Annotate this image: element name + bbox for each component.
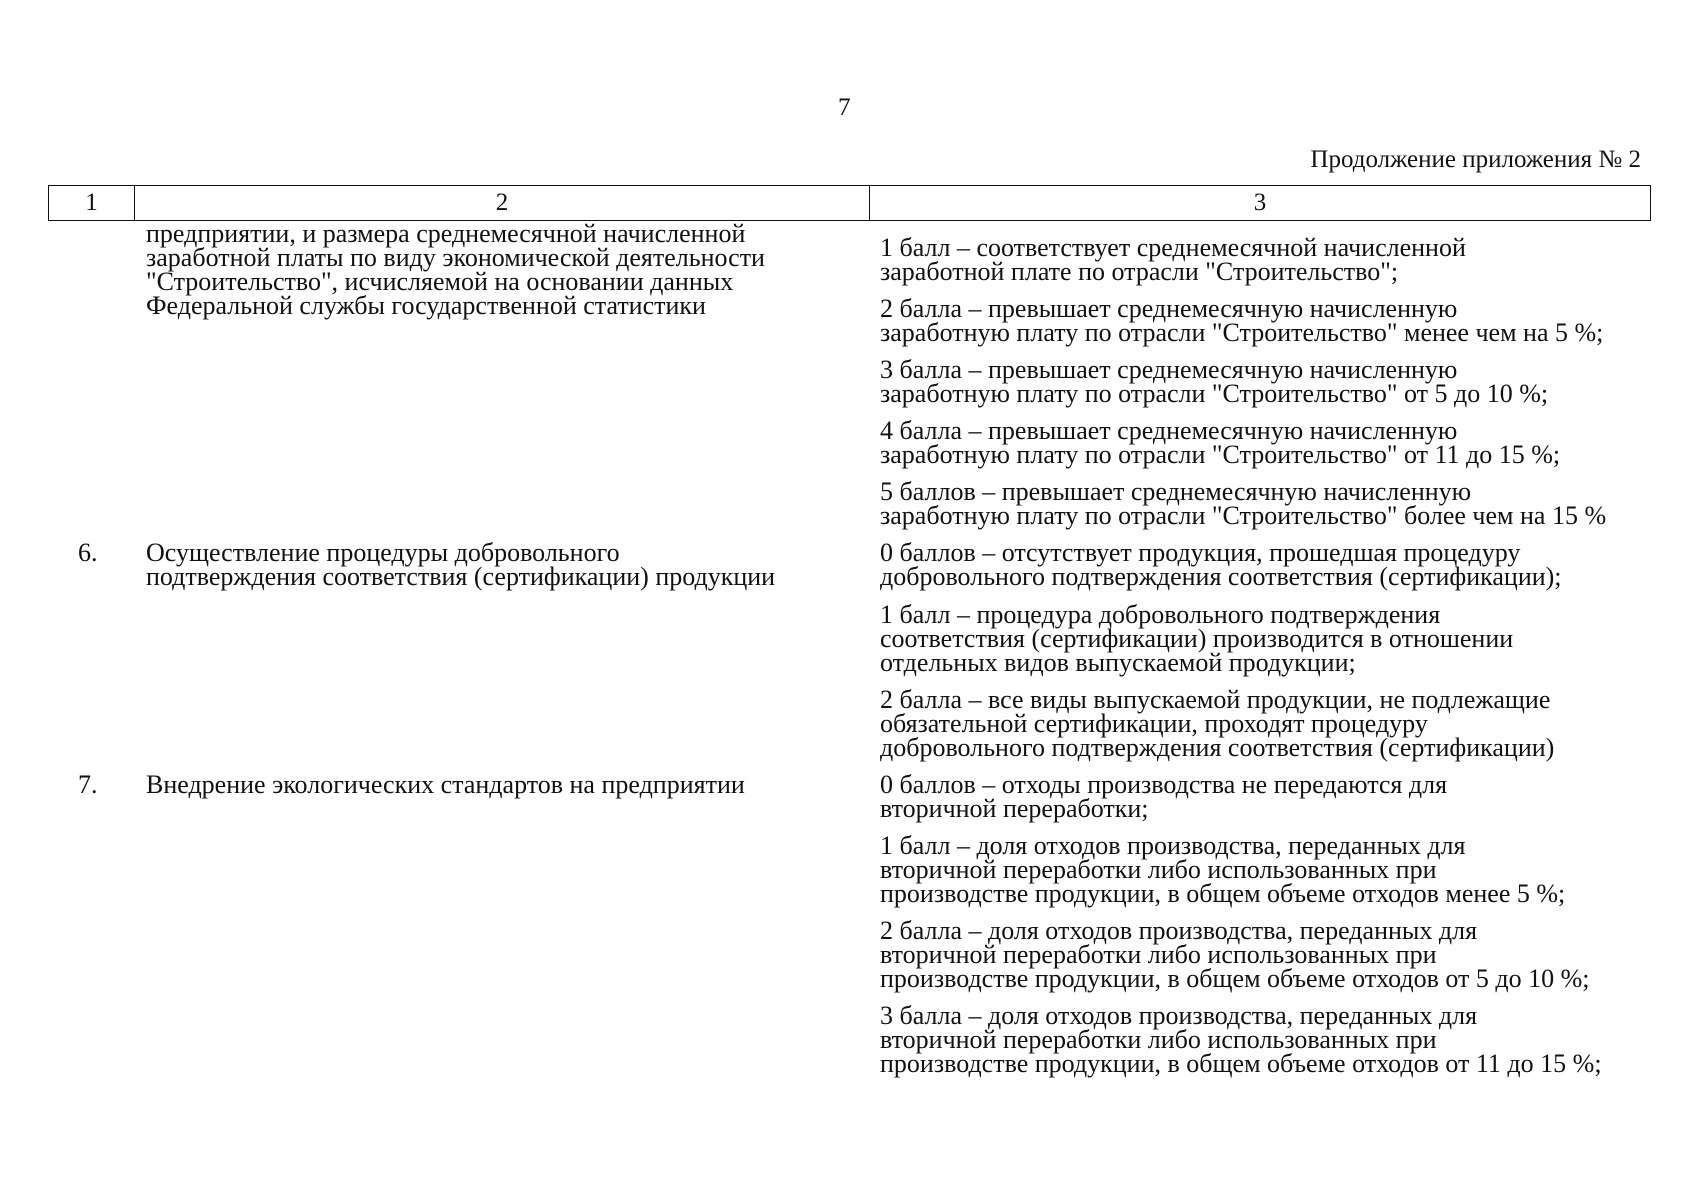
score-line: добровольного подтверждения соответствия (сертификации) [880,733,1555,762]
score-line: обязательной сертификации, проходят процедуру [880,709,1428,738]
score-item [880,1001,1660,1078]
score-line: заработную плату по отрасли "Строительство" от 11 до 15 %; [880,440,1561,469]
score-line: 5 баллов – превышает среднемесячную начисленную [880,477,1472,506]
score-line: 1 балл – процедура добровольного подтверждения [880,600,1441,629]
score-line: вторичной переработки либо использованных при [880,1025,1437,1054]
score-line: 2 балла – доля отходов производства, переданных для [880,916,1478,945]
criterion-line: предприятии, и размера среднемесячной начисленной [146,219,746,248]
score-item [880,685,1660,762]
score-line: заработную плату по отрасли "Строительство" более чем на 15 % [880,501,1607,530]
score-line: производстве продукции, в общем объеме отходов от 11 до 15 %; [880,1049,1602,1078]
score-item [880,770,1660,823]
score-line: добровольного подтверждения соответствия (сертификации); [880,562,1562,591]
row-number-6: 6. [78,538,98,567]
score-line: 3 балла – доля отходов производства, переданных для [880,1001,1478,1030]
score-line: вторичной переработки; [880,794,1149,823]
score-item [880,831,1660,908]
score-line: 4 балла – превышает среднемесячную начисленную [880,416,1458,445]
score-line: заработную плату по отрасли "Строительство" менее чем на 5 %; [880,318,1604,347]
score-item [880,538,1660,591]
criterion-row-7 [146,770,866,799]
score-line: заработной плате по отрасли "Строительство"; [880,257,1399,286]
table-header-row [48,185,1651,221]
score-line: заработную плату по отрасли "Строительство" от 5 до 10 %; [880,379,1549,408]
score-item [880,477,1660,530]
score-line: 3 балла – превышает среднемесячную начисленную [880,355,1458,384]
criterion-row-5-continued [146,219,866,320]
header-col-2: 2 [135,186,870,220]
header-col-3: 3 [1253,189,1267,216]
score-item [880,355,1660,408]
page-number: 7 [838,94,851,121]
appendix-continuation-note: Продолжение приложения № 2 [1310,146,1641,173]
header-col-1: 1 [49,186,135,220]
criterion-line: подтверждения соответствия (сертификации) продукции [146,562,776,591]
score-line: вторичной переработки либо использованных при [880,855,1437,884]
criterion-line: Федеральной службы государственной статистики [146,291,706,320]
score-item [880,916,1660,993]
score-line: производстве продукции, в общем объеме отходов менее 5 %; [880,879,1566,908]
criterion-line: заработной платы по виду экономической деятельности [146,243,765,272]
score-line: отдельных видов выпускаемой продукции; [880,648,1356,677]
score-line: производстве продукции, в общем объеме отходов от 5 до 10 %; [880,964,1590,993]
score-item [880,294,1660,347]
score-line: 0 баллов – отходы производства не передаются для [880,770,1448,799]
score-line: соответствия (сертификации) производится в отношении [880,624,1514,653]
criterion-line: Осуществление процедуры добровольного [146,538,620,567]
criterion-line: "Строительство", исчисляемой на основании данных [146,267,734,296]
criterion-line: Внедрение экологических стандартов на предприятии [146,770,745,799]
score-item [880,600,1660,677]
score-item [880,233,1660,286]
score-line: 2 балла – превышает среднемесячную начисленную [880,294,1458,323]
score-item [880,416,1660,469]
row-number-7: 7. [78,770,98,799]
score-line: 1 балл – доля отходов производства, переданных для [880,831,1466,860]
score-line: 2 балла – все виды выпускаемой продукции, не подлежащие [880,685,1551,714]
score-line: 0 баллов – отсутствует продукция, прошедшая процедуру [880,538,1521,567]
score-line: 1 балл – соответствует среднемесячной начисленной [880,233,1466,262]
criterion-row-6 [146,538,866,591]
score-line: вторичной переработки либо использованных при [880,940,1437,969]
